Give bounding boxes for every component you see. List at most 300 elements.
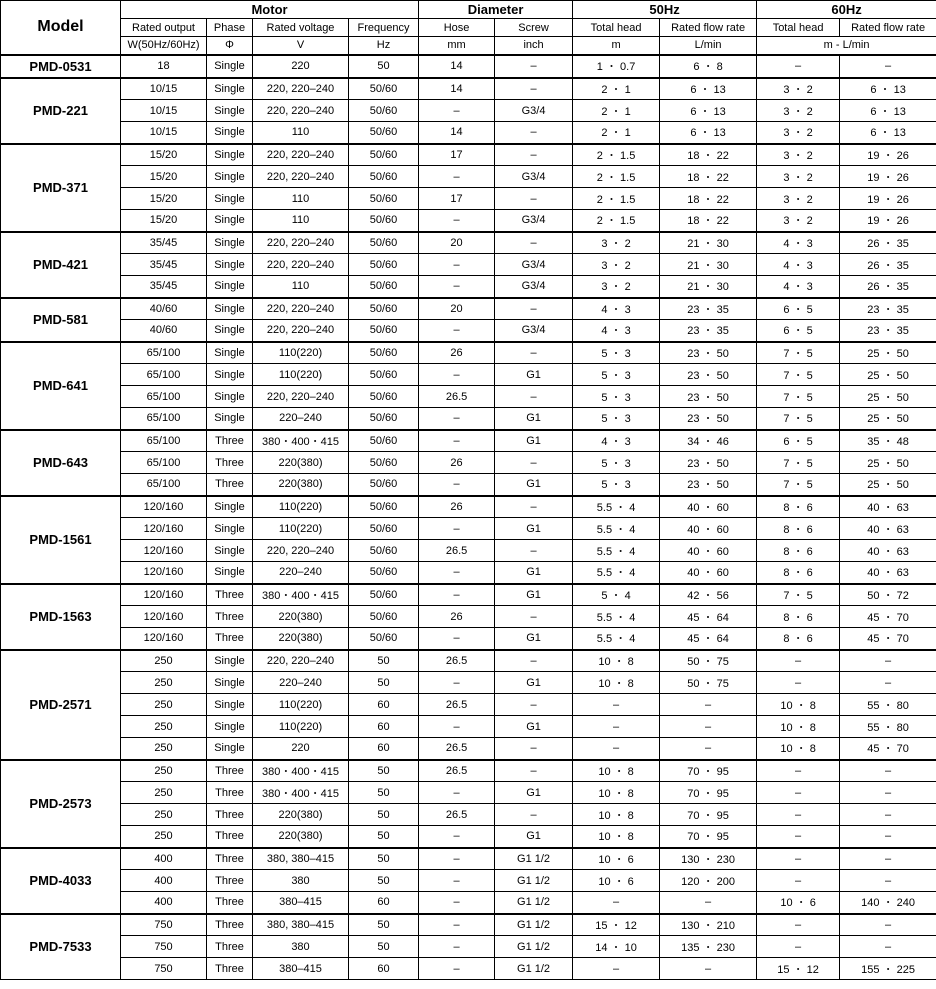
- hz60-total-head-cell: 6 ・ 5: [757, 430, 840, 452]
- hz50-flow-rate-cell: 45 ・ 64: [660, 628, 757, 650]
- hz50-total-head-cell: –: [573, 716, 660, 738]
- hz60-total-head-header: Total head: [757, 19, 840, 37]
- screw-cell: G3/4: [495, 254, 573, 276]
- table-row: [1, 672, 936, 694]
- hz60-group-header: 60Hz: [757, 1, 936, 19]
- hose-cell: 26.5: [419, 386, 495, 408]
- model-name: PMD-4033: [1, 848, 121, 914]
- screw-cell: G1: [495, 628, 573, 650]
- table-row: [1, 408, 936, 430]
- frequency-cell: 50/60: [349, 474, 419, 496]
- hose-cell: –: [419, 672, 495, 694]
- hz60-flow-rate-cell: 6 ・ 13: [840, 100, 936, 122]
- frequency-cell: 60: [349, 958, 419, 980]
- hz50-total-head-cell: 4 ・ 3: [573, 298, 660, 320]
- hz60-flow-rate-header: Rated flow rate: [840, 19, 936, 37]
- hz50-flow-rate-cell: 23 ・ 50: [660, 474, 757, 496]
- hz60-flow-rate-cell: 40 ・ 63: [840, 562, 936, 584]
- hose-cell: –: [419, 562, 495, 584]
- model-column-header: Model: [1, 1, 121, 55]
- hz60-flow-rate-cell: –: [840, 672, 936, 694]
- screw-cell: G1: [495, 826, 573, 848]
- frequency-cell: 50/60: [349, 100, 419, 122]
- screw-cell: G1 1/2: [495, 958, 573, 980]
- hz60-flow-rate-cell: 26 ・ 35: [840, 254, 936, 276]
- hz60-flow-rate-cell: 25 ・ 50: [840, 342, 936, 364]
- table-row: [1, 320, 936, 342]
- rated-voltage-cell: 220, 220–240: [253, 166, 349, 188]
- frequency-cell: 50/60: [349, 628, 419, 650]
- table-row: [1, 606, 936, 628]
- rated-output-cell: 120/160: [121, 540, 207, 562]
- table-row: [1, 848, 936, 870]
- screw-cell: –: [495, 232, 573, 254]
- hz50-total-head-cell: –: [573, 694, 660, 716]
- hose-cell: –: [419, 408, 495, 430]
- model-name: PMD-643: [1, 430, 121, 496]
- hose-cell: –: [419, 100, 495, 122]
- phase-cell: Three: [207, 606, 253, 628]
- screw-cell: –: [495, 606, 573, 628]
- model-name: PMD-641: [1, 342, 121, 430]
- table-row: [1, 936, 936, 958]
- hz60-flow-rate-cell: 140 ・ 240: [840, 892, 936, 914]
- hose-cell: 20: [419, 298, 495, 320]
- rated-voltage-cell: 380・400・415: [253, 584, 349, 606]
- table-row: [1, 782, 936, 804]
- frequency-cell: 50/60: [349, 518, 419, 540]
- rated-output-cell: 250: [121, 804, 207, 826]
- hz60-flow-rate-cell: 155 ・ 225: [840, 958, 936, 980]
- hz50-total-head-cell: 10 ・ 6: [573, 848, 660, 870]
- screw-cell: G1: [495, 408, 573, 430]
- hz60-total-head-cell: 10 ・ 6: [757, 892, 840, 914]
- frequency-cell: 60: [349, 738, 419, 760]
- rated-voltage-cell: 380–415: [253, 958, 349, 980]
- screw-cell: –: [495, 386, 573, 408]
- rated-output-cell: 120/160: [121, 606, 207, 628]
- hose-cell: –: [419, 276, 495, 298]
- hz50-flow-rate-cell: 40 ・ 60: [660, 496, 757, 518]
- hz60-total-head-cell: 10 ・ 8: [757, 738, 840, 760]
- screw-cell: –: [495, 738, 573, 760]
- table-row: [1, 122, 936, 144]
- rated-voltage-unit: V: [253, 37, 349, 55]
- hz60-total-head-cell: 3 ・ 2: [757, 78, 840, 100]
- phase-cell: Single: [207, 320, 253, 342]
- model-name: PMD-2573: [1, 760, 121, 848]
- frequency-cell: 50: [349, 936, 419, 958]
- hose-cell: –: [419, 716, 495, 738]
- rated-voltage-cell: 220(380): [253, 452, 349, 474]
- rated-output-cell: 35/45: [121, 276, 207, 298]
- frequency-cell: 50: [349, 760, 419, 782]
- frequency-cell: 50/60: [349, 342, 419, 364]
- hose-cell: 26.5: [419, 760, 495, 782]
- phase-cell: Three: [207, 628, 253, 650]
- hz60-flow-rate-cell: –: [840, 848, 936, 870]
- screw-cell: G1: [495, 584, 573, 606]
- hz60-flow-rate-cell: –: [840, 782, 936, 804]
- hose-cell: –: [419, 430, 495, 452]
- header-column-row: [1, 19, 936, 37]
- hz50-flow-rate-cell: 34 ・ 46: [660, 430, 757, 452]
- rated-voltage-cell: 220(380): [253, 628, 349, 650]
- rated-voltage-cell: 220, 220–240: [253, 78, 349, 100]
- hz50-flow-rate-cell: 40 ・ 60: [660, 518, 757, 540]
- hz60-flow-rate-cell: 19 ・ 26: [840, 188, 936, 210]
- hz50-total-head-header: Total head: [573, 19, 660, 37]
- screw-cell: G3/4: [495, 320, 573, 342]
- hz50-total-head-cell: 10 ・ 8: [573, 760, 660, 782]
- hz50-total-head-cell: 15 ・ 12: [573, 914, 660, 936]
- rated-output-cell: 120/160: [121, 562, 207, 584]
- hz60-flow-rate-cell: 23 ・ 35: [840, 320, 936, 342]
- frequency-cell: 50/60: [349, 320, 419, 342]
- hz50-total-head-cell: 3 ・ 2: [573, 276, 660, 298]
- frequency-cell: 50/60: [349, 364, 419, 386]
- hose-cell: 26: [419, 342, 495, 364]
- hz60-total-head-cell: 6 ・ 5: [757, 298, 840, 320]
- table-row: [1, 452, 936, 474]
- phase-cell: Single: [207, 694, 253, 716]
- hz50-total-head-cell: –: [573, 738, 660, 760]
- hose-cell: 26: [419, 606, 495, 628]
- table-row: [1, 232, 936, 254]
- hz60-total-head-cell: –: [757, 55, 840, 78]
- frequency-cell: 50/60: [349, 298, 419, 320]
- hose-cell: –: [419, 892, 495, 914]
- hz50-total-head-cell: 5 ・ 3: [573, 408, 660, 430]
- hz50-total-head-cell: 2 ・ 1.5: [573, 166, 660, 188]
- hz50-flow-rate-cell: 70 ・ 95: [660, 826, 757, 848]
- table-row: [1, 166, 936, 188]
- hose-cell: –: [419, 166, 495, 188]
- rated-voltage-cell: 220, 220–240: [253, 298, 349, 320]
- frequency-cell: 50: [349, 848, 419, 870]
- frequency-cell: 50/60: [349, 210, 419, 232]
- hose-cell: –: [419, 320, 495, 342]
- phase-cell: Single: [207, 540, 253, 562]
- table-row: [1, 386, 936, 408]
- model-name: PMD-1563: [1, 584, 121, 650]
- hose-cell: 26.5: [419, 650, 495, 672]
- hz50-flow-rate-cell: 23 ・ 50: [660, 452, 757, 474]
- hz50-flow-rate-cell: 130 ・ 230: [660, 848, 757, 870]
- hz60-total-head-cell: –: [757, 826, 840, 848]
- phase-cell: Three: [207, 870, 253, 892]
- table-row: [1, 100, 936, 122]
- hz50-flow-rate-cell: 23 ・ 50: [660, 408, 757, 430]
- hz60-total-head-cell: 8 ・ 6: [757, 540, 840, 562]
- hz50-flow-rate-unit: L/min: [660, 37, 757, 55]
- table-row: [1, 474, 936, 496]
- phase-cell: Three: [207, 782, 253, 804]
- hose-cell: –: [419, 936, 495, 958]
- phase-cell: Three: [207, 452, 253, 474]
- phase-cell: Single: [207, 716, 253, 738]
- phase-cell: Single: [207, 650, 253, 672]
- hose-cell: 26.5: [419, 540, 495, 562]
- rated-output-cell: 65/100: [121, 408, 207, 430]
- phase-cell: Three: [207, 936, 253, 958]
- hz60-flow-rate-cell: 25 ・ 50: [840, 452, 936, 474]
- frequency-cell: 50/60: [349, 276, 419, 298]
- rated-output-cell: 35/45: [121, 254, 207, 276]
- phase-cell: Three: [207, 474, 253, 496]
- hz50-flow-rate-cell: 18 ・ 22: [660, 166, 757, 188]
- phase-cell: Single: [207, 232, 253, 254]
- hz50-flow-rate-cell: 23 ・ 50: [660, 364, 757, 386]
- hz60-total-head-cell: –: [757, 914, 840, 936]
- hz50-total-head-cell: 5 ・ 3: [573, 364, 660, 386]
- rated-output-cell: 400: [121, 870, 207, 892]
- hz50-flow-rate-cell: 40 ・ 60: [660, 540, 757, 562]
- hz50-flow-rate-cell: –: [660, 958, 757, 980]
- hz50-total-head-cell: 5.5 ・ 4: [573, 496, 660, 518]
- hz50-flow-rate-cell: 70 ・ 95: [660, 782, 757, 804]
- rated-voltage-cell: 110(220): [253, 694, 349, 716]
- hz50-total-head-cell: 3 ・ 2: [573, 232, 660, 254]
- rated-output-cell: 65/100: [121, 430, 207, 452]
- hz50-total-head-cell: 2 ・ 1.5: [573, 188, 660, 210]
- hz50-flow-rate-cell: 21 ・ 30: [660, 232, 757, 254]
- rated-output-cell: 35/45: [121, 232, 207, 254]
- screw-cell: –: [495, 122, 573, 144]
- hz60-flow-rate-cell: –: [840, 914, 936, 936]
- hz60-flow-rate-cell: 26 ・ 35: [840, 276, 936, 298]
- hz50-flow-rate-cell: 50 ・ 75: [660, 672, 757, 694]
- rated-output-cell: 250: [121, 760, 207, 782]
- rated-voltage-cell: 220, 220–240: [253, 320, 349, 342]
- screw-cell: –: [495, 496, 573, 518]
- hz50-flow-rate-cell: 50 ・ 75: [660, 650, 757, 672]
- hz50-total-head-cell: 14 ・ 10: [573, 936, 660, 958]
- hz50-flow-rate-cell: 6 ・ 13: [660, 78, 757, 100]
- hz50-flow-rate-cell: 70 ・ 95: [660, 760, 757, 782]
- hz60-total-head-cell: 4 ・ 3: [757, 254, 840, 276]
- frequency-cell: 50/60: [349, 254, 419, 276]
- frequency-cell: 50/60: [349, 452, 419, 474]
- phase-cell: Three: [207, 826, 253, 848]
- hz60-flow-rate-cell: 6 ・ 13: [840, 122, 936, 144]
- hz50-total-head-cell: 4 ・ 3: [573, 320, 660, 342]
- frequency-cell: 50/60: [349, 540, 419, 562]
- rated-output-cell: 400: [121, 848, 207, 870]
- rated-output-cell: 10/15: [121, 100, 207, 122]
- table-row: [1, 716, 936, 738]
- screw-cell: G1: [495, 672, 573, 694]
- table-row: [1, 78, 936, 100]
- rated-output-cell: 120/160: [121, 584, 207, 606]
- frequency-cell: 50/60: [349, 232, 419, 254]
- screw-cell: –: [495, 144, 573, 166]
- header-units-row: [1, 37, 936, 55]
- hz60-flow-rate-cell: 25 ・ 50: [840, 386, 936, 408]
- hose-cell: 26.5: [419, 738, 495, 760]
- rated-voltage-cell: 220, 220–240: [253, 144, 349, 166]
- screw-cell: –: [495, 342, 573, 364]
- hz50-flow-rate-cell: 6 ・ 8: [660, 55, 757, 78]
- hz60-total-head-cell: 3 ・ 2: [757, 100, 840, 122]
- screw-cell: G1: [495, 782, 573, 804]
- hose-cell: 20: [419, 232, 495, 254]
- hz50-group-header: 50Hz: [573, 1, 757, 19]
- frequency-cell: 50/60: [349, 408, 419, 430]
- hz60-total-head-cell: –: [757, 804, 840, 826]
- frequency-cell: 50: [349, 672, 419, 694]
- hz60-flow-rate-cell: 25 ・ 50: [840, 474, 936, 496]
- frequency-cell: 50: [349, 804, 419, 826]
- hz60-flow-rate-cell: –: [840, 804, 936, 826]
- table-row: [1, 518, 936, 540]
- hz50-total-head-cell: 5.5 ・ 4: [573, 562, 660, 584]
- phase-cell: Single: [207, 78, 253, 100]
- screw-cell: –: [495, 694, 573, 716]
- model-name: PMD-0531: [1, 55, 121, 78]
- hz60-total-head-cell: 8 ・ 6: [757, 562, 840, 584]
- screw-cell: G1: [495, 474, 573, 496]
- hz60-total-head-cell: 8 ・ 6: [757, 496, 840, 518]
- rated-voltage-cell: 380・400・415: [253, 430, 349, 452]
- hz50-flow-rate-cell: 18 ・ 22: [660, 210, 757, 232]
- screw-cell: –: [495, 760, 573, 782]
- hz50-flow-rate-cell: –: [660, 738, 757, 760]
- hz60-flow-rate-cell: 35 ・ 48: [840, 430, 936, 452]
- hz60-flow-rate-cell: –: [840, 55, 936, 78]
- hz50-total-head-cell: 5 ・ 3: [573, 452, 660, 474]
- hz60-total-head-cell: 4 ・ 3: [757, 232, 840, 254]
- rated-voltage-cell: 110: [253, 276, 349, 298]
- table-row: [1, 958, 936, 980]
- spec-table-body: [1, 55, 936, 980]
- rated-voltage-cell: 110: [253, 122, 349, 144]
- hose-cell: 26: [419, 496, 495, 518]
- hz60-total-head-cell: –: [757, 672, 840, 694]
- hose-cell: –: [419, 210, 495, 232]
- rated-voltage-cell: 380: [253, 936, 349, 958]
- hz60-total-head-cell: 3 ・ 2: [757, 122, 840, 144]
- rated-output-cell: 250: [121, 650, 207, 672]
- hz60-flow-rate-cell: 55 ・ 80: [840, 694, 936, 716]
- hose-cell: –: [419, 826, 495, 848]
- rated-voltage-cell: 380, 380–415: [253, 848, 349, 870]
- rated-output-cell: 250: [121, 716, 207, 738]
- hz50-flow-rate-cell: 23 ・ 50: [660, 342, 757, 364]
- phase-cell: Single: [207, 408, 253, 430]
- screw-cell: G1: [495, 562, 573, 584]
- hz50-flow-rate-cell: 120 ・ 200: [660, 870, 757, 892]
- table-row: [1, 55, 936, 78]
- rated-output-cell: 400: [121, 892, 207, 914]
- rated-output-cell: 65/100: [121, 364, 207, 386]
- table-row: [1, 496, 936, 518]
- screw-cell: G1 1/2: [495, 892, 573, 914]
- table-row: [1, 188, 936, 210]
- hz60-unit: m - L/min: [757, 37, 936, 55]
- hz50-flow-rate-cell: –: [660, 716, 757, 738]
- hose-cell: –: [419, 584, 495, 606]
- hz50-flow-rate-cell: 6 ・ 13: [660, 122, 757, 144]
- model-name: PMD-221: [1, 78, 121, 144]
- table-row: [1, 430, 936, 452]
- frequency-cell: 60: [349, 892, 419, 914]
- rated-output-cell: 250: [121, 694, 207, 716]
- screw-cell: –: [495, 540, 573, 562]
- hz50-total-head-cell: 10 ・ 8: [573, 672, 660, 694]
- screw-cell: –: [495, 650, 573, 672]
- frequency-cell: 50/60: [349, 144, 419, 166]
- model-name: PMD-7533: [1, 914, 121, 980]
- hz50-total-head-cell: 2 ・ 1: [573, 100, 660, 122]
- rated-voltage-cell: 110(220): [253, 496, 349, 518]
- table-row: [1, 760, 936, 782]
- rated-voltage-cell: 220, 220–240: [253, 540, 349, 562]
- phase-cell: Single: [207, 342, 253, 364]
- rated-output-cell: 120/160: [121, 518, 207, 540]
- hz50-total-head-cell: 2 ・ 1: [573, 122, 660, 144]
- frequency-header: Frequency: [349, 19, 419, 37]
- frequency-cell: 50/60: [349, 122, 419, 144]
- hose-cell: –: [419, 518, 495, 540]
- rated-voltage-cell: 220(380): [253, 474, 349, 496]
- hz50-total-head-cell: 5 ・ 3: [573, 474, 660, 496]
- hose-cell: 14: [419, 55, 495, 78]
- hose-cell: –: [419, 254, 495, 276]
- phase-cell: Three: [207, 848, 253, 870]
- hz50-flow-rate-cell: 130 ・ 210: [660, 914, 757, 936]
- hz50-flow-rate-cell: 21 ・ 30: [660, 254, 757, 276]
- table-row: [1, 738, 936, 760]
- hz60-flow-rate-cell: –: [840, 760, 936, 782]
- hz60-flow-rate-cell: 26 ・ 35: [840, 232, 936, 254]
- rated-output-cell: 120/160: [121, 496, 207, 518]
- hz60-total-head-cell: 7 ・ 5: [757, 342, 840, 364]
- frequency-cell: 50/60: [349, 430, 419, 452]
- hz50-total-head-cell: –: [573, 958, 660, 980]
- hz50-total-head-cell: 5.5 ・ 4: [573, 606, 660, 628]
- rated-voltage-cell: 380–415: [253, 892, 349, 914]
- hz60-total-head-cell: 3 ・ 2: [757, 188, 840, 210]
- screw-cell: –: [495, 188, 573, 210]
- hz50-total-head-cell: 10 ・ 8: [573, 826, 660, 848]
- phase-cell: Single: [207, 144, 253, 166]
- hz50-total-head-cell: 5.5 ・ 4: [573, 518, 660, 540]
- phase-cell: Three: [207, 914, 253, 936]
- hz50-flow-rate-cell: 42 ・ 56: [660, 584, 757, 606]
- hose-cell: –: [419, 914, 495, 936]
- phase-cell: Three: [207, 804, 253, 826]
- hose-cell: –: [419, 628, 495, 650]
- rated-voltage-cell: 110: [253, 188, 349, 210]
- rated-voltage-cell: 220–240: [253, 672, 349, 694]
- hz50-total-head-cell: 10 ・ 8: [573, 782, 660, 804]
- phase-header: Phase: [207, 19, 253, 37]
- hz50-total-head-cell: 2 ・ 1.5: [573, 210, 660, 232]
- hz60-flow-rate-cell: 6 ・ 13: [840, 78, 936, 100]
- hz60-total-head-cell: 7 ・ 5: [757, 474, 840, 496]
- rated-voltage-cell: 220(380): [253, 826, 349, 848]
- rated-output-cell: 65/100: [121, 386, 207, 408]
- hz60-flow-rate-cell: –: [840, 870, 936, 892]
- rated-voltage-cell: 220, 220–240: [253, 100, 349, 122]
- hz60-flow-rate-cell: 45 ・ 70: [840, 606, 936, 628]
- hose-unit: mm: [419, 37, 495, 55]
- hz50-total-head-cell: 1 ・ 0.7: [573, 55, 660, 78]
- screw-cell: G1: [495, 518, 573, 540]
- hz60-total-head-cell: 15 ・ 12: [757, 958, 840, 980]
- rated-voltage-cell: 220, 220–240: [253, 254, 349, 276]
